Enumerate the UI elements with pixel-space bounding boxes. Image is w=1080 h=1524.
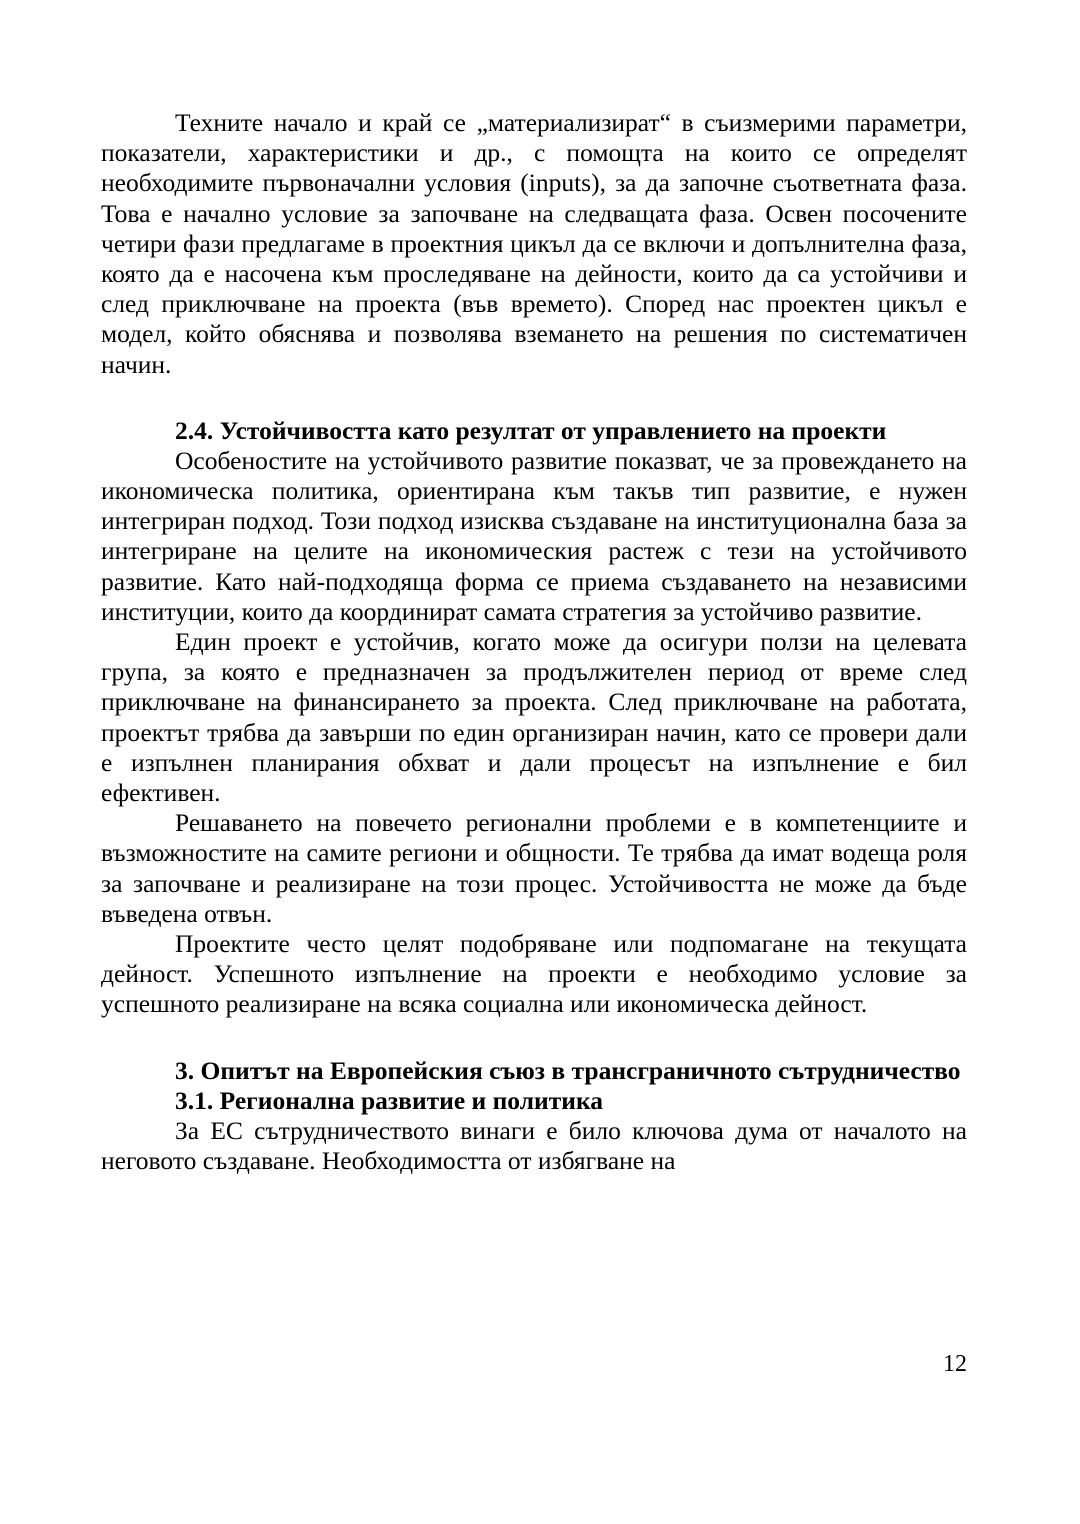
section-heading-3: 3. Опитът на Европейския съюз в трансграничното сътрудничество xyxy=(175,1055,961,1085)
paragraph-sustainable-project: Един проект е устойчив, когато може да осигури ползи на целевата група, за която е предназначен за продължителен период от време след приключване на финансирането за проекта. След приключване на работата, проектът трябва да завърши по един организиран начин, като се провери дали е изпълнен планирания обхват и дали процесът на изпълнение е бил ефективен. xyxy=(101,627,967,808)
subsection-heading-3-1: 3.1. Регионална развитие и политика xyxy=(175,1085,603,1115)
paragraph-eu-cooperation: За ЕС сътрудничеството винаги е било ключова дума от началото на неговото създаване. Необходимостта от избягване на xyxy=(101,1115,967,1175)
section-gap xyxy=(101,380,967,416)
paragraph-sustainable-development: Особеностите на устойчивото развитие показват, че за провеждането на икономическа политика, ориентирана към такъв тип развитие, е нужен интегриран подход. Този подход изисква създаване на институционална база за интегриране на целите на икономическия растеж с тези на устойчивото развитие. Като най-подходяща форма се приема създаването на независими институции, които да координират самата стратегия за устойчиво развитие. xyxy=(101,445,967,626)
paragraph-project-goals: Проектите често целят подобряване или подпомагане на текущата дейност. Успешното изпълнение на проекти е необходимо условие за успешното реализиране на всяка социална или икономическа дейност. xyxy=(101,929,967,1019)
page-number: 12 xyxy=(943,1351,967,1377)
paragraph-regional-problems: Решаването на повечето регионални проблеми е в компетенциите и възможностите на самите региони и общности. Те трябва да имат водеща роля за започване и реализиране на този процес. Устойчивостта не може да бъде въведена отвън. xyxy=(101,808,967,928)
paragraph-intro: Техните начало и край се „материализират“ в съизмерими параметри, показатели, характеристики и др., с помощта на които се определят необходимите първоначални условия (inputs), за да започне съответната фаза. Това е начално условие за започване на следващата фаза. Освен посочените четири фази предлагаме в проектния цикъл да се включи и допълнителна фаза, която да е насочена към проследяване на дейности, които да са устойчиви и след приключване на проекта (във времето). Според нас проектен цикъл е модел, който обяснява и позволява вземането на решения по систематичен начин. xyxy=(101,108,967,379)
body-text xyxy=(101,108,967,1176)
section-gap xyxy=(101,1020,967,1056)
section-heading-2-4: 2.4. Устойчивостта като резултат от управлението на проекти xyxy=(175,415,887,445)
